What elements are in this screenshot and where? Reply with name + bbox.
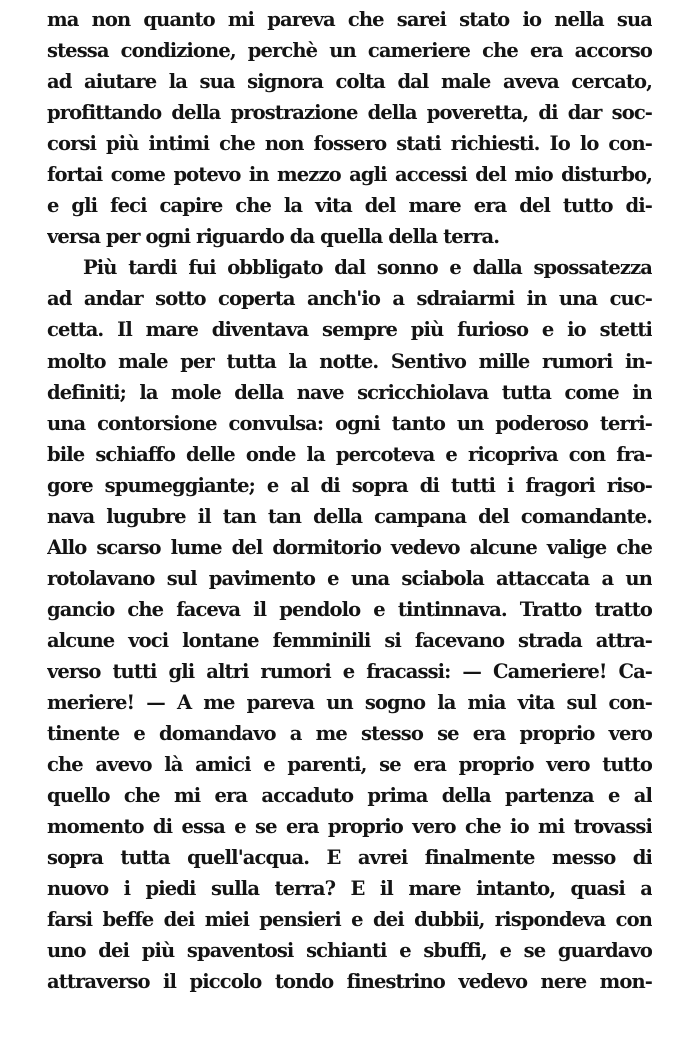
paragraph-2 [47,252,652,997]
text-line: ma non quanto mi pareva che sarei stato io nella sua [47,8,652,31]
text-line: ad andar sotto coperta anch'io a sdraiarmi in una cuc- [47,287,652,311]
text-line: nuovo i piedi sulla terra? E il mare intanto, quasi a [47,877,652,901]
text-line: nava lugubre il tan tan della campana del comandante. [47,504,652,528]
text-line: ad aiutare la sua signora colta dal male aveva cercato, [47,70,652,94]
text-line: farsi beffe dei miei pensieri e dei dubbii, rispondeva con [47,908,652,932]
text-line: momento di essa e se era proprio vero che io mi trovassi [47,815,652,839]
text-line: verso tutti gli altri rumori e fracassi: — Cameriere! Ca- [47,659,652,683]
text-line: Allo scarso lume del dormitorio vedevo alcune valige che [47,535,652,559]
text-line: che avevo là amici e parenti, se era proprio vero tutto [47,753,652,777]
book-page [47,4,652,998]
text-line: stessa condizione, perchè un cameriere che era accorso [47,39,652,63]
text-line: uno dei più spaventosi schianti e sbuffi, e se guardavo [47,939,652,963]
text-line: tinente e domandavo a me stesso se era proprio vero [47,722,652,746]
paragraph-1 [47,4,652,252]
text-line: quello che mi era accaduto prima della partenza e al [47,784,652,808]
text-line: attraverso il piccolo tondo finestrino vedevo nere mon- [47,970,652,994]
text-line: rotolavano sul pavimento e una sciabola attaccata a un [47,566,652,590]
text-line: sopra tutta quell'acqua. E avrei finalmente messo di [47,846,652,870]
text-line: definiti; la mole della nave scricchiolava tutta come in [47,380,652,404]
text-line: bile schiaffo delle onde la percoteva e ricopriva con fra- [47,442,652,466]
text-line: gore spumeggiante; e al di sopra di tutti i fragori riso- [47,473,652,497]
text-line: profittando della prostrazione della poveretta, di dar soc- [47,101,652,125]
text-line: Più tardi fui obbligato dal sonno e dalla spossatezza [83,256,652,280]
text-line: corsi più intimi che non fossero stati richiesti. Io lo con- [47,132,652,156]
text-line: versa per ogni riguardo da quella della terra. [47,225,500,249]
text-line: fortai come potevo in mezzo agli accessi del mio disturbo, [47,163,652,187]
text-line: alcune voci lontane femminili si facevano strada attra- [47,628,652,652]
text-line: cetta. Il mare diventava sempre più furioso e io stetti [47,318,652,342]
text-line: molto male per tutta la notte. Sentivo mille rumori in- [47,349,652,373]
text-line: una contorsione convulsa: ogni tanto un poderoso terri- [47,411,652,435]
text-line: meriere! — A me pareva un sogno la mia vita sul con- [47,691,652,715]
text-line: gancio che faceva il pendolo e tintinnava. Tratto tratto [47,597,652,621]
text-line: e gli feci capire che la vita del mare era del tutto di- [47,194,652,218]
